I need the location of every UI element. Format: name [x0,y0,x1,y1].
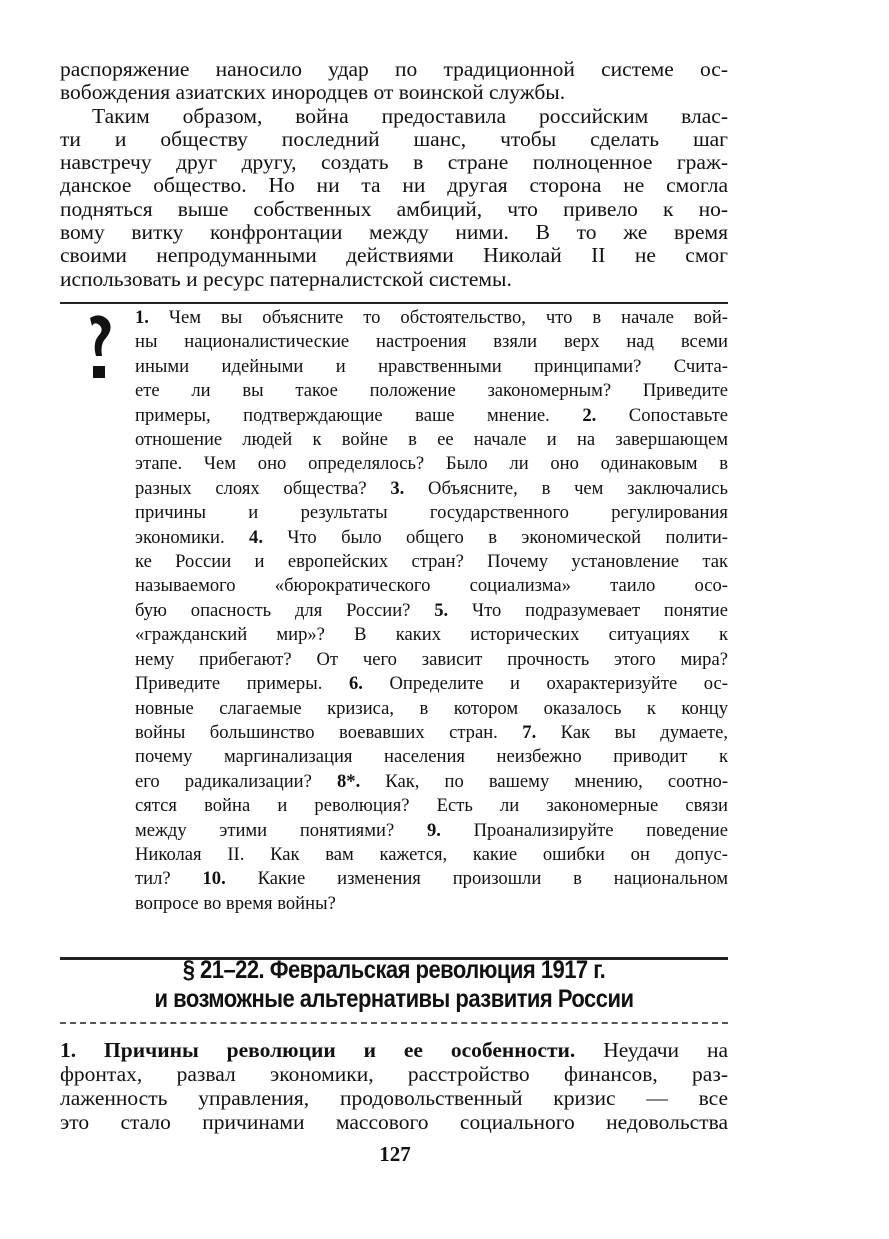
page-number: 127 [379,1142,411,1166]
question-text: иными идейными и нравственными принципами? Счита- [135,355,728,377]
question-text: экономики. [135,526,250,548]
question-line [135,648,728,672]
question-text: почему маргинализация населения неизбежно приводит к [135,746,728,768]
question-text: примеры, подтверждающие ваше мнение. [135,404,583,426]
text-line: фронтах, развал экономики, расстройство финансов, раз- [60,1062,728,1086]
question-number: 6. [348,673,363,695]
question-text: ете ли вы такое положение закономерным? Приведите [135,380,728,402]
question-line [135,477,728,501]
question-number: 9. [426,819,441,841]
question-line [135,379,728,403]
question-line [135,330,728,354]
question-text: Как, по вашему мнению, соотно- [360,770,729,792]
question-text: Проанализируйте поведение [440,819,728,841]
text-line: Неудачи на [575,1038,728,1062]
question-text: его радикализации? [135,770,337,792]
text-line: вобождения азиатских инородцев от воинской службы. [60,80,566,105]
question-text: ны националистические настроения взяли верх над всеми [135,331,728,353]
question-mark-icon [84,312,116,384]
question-line [135,843,728,867]
question-line [135,526,728,550]
question-text: этапе. Чем оно определялось? Было ли оно одинаковым в [135,453,728,475]
question-number: 8*. [336,770,361,792]
question-text: Сопоставьте [596,404,728,426]
question-text: Что было общего в экономической полити- [262,526,728,548]
question-line [135,599,728,623]
question-text: Что подразумевает понятие [448,599,728,621]
question-text: отношение людей к войне в ее начале и на завершающем [135,429,728,451]
question-line [135,697,728,721]
question-line [135,452,728,476]
question-number: 2. [582,404,597,426]
question-number: 10. [202,868,226,890]
question-line [135,428,728,452]
question-text: Какие изменения произошли в национальном [225,868,728,890]
question-number: 1. [135,307,149,328]
question-line [135,867,728,891]
question-number: 5. [434,599,449,621]
heading-bottom-rule [60,1022,728,1024]
question-text: Николая II. Как вам кажется, какие ошибки он допус- [135,843,728,865]
subsection-title: 1. Причины революции и ее особенности. [60,1038,576,1062]
text-line: распоряжение наносило удар по традиционной системе ос- [60,57,728,81]
section-heading [60,956,728,1014]
question-text: вопросе во время войны? [135,892,336,914]
question-line [135,501,728,525]
question-text: новные слагаемые кризиса, в котором оказалось к концу [135,697,728,719]
question-line [135,306,728,330]
review-questions [135,306,728,916]
question-text: сятся война и революция? Есть ли закономерные связи [135,795,728,817]
text-line: навстречу друг другу, создать в стране полноценное граж- [60,150,728,175]
text-line: лаженность управления, продовольственный кризис — все [60,1086,728,1110]
text-line: Таким образом, война предоставила российским влас- [92,103,728,128]
question-text: Объясните, в чем заключались [404,477,728,499]
question-text: войны большинство воевавших стран. [135,721,523,743]
question-text: Определите и охарактеризуйте ос- [362,673,728,695]
question-line [135,819,728,843]
question-line [135,672,728,696]
question-line [135,892,728,916]
text-line: использовать и ресурс патерналистской системы. [60,266,512,291]
section-heading-line2: и возможные альтернативы развития России [154,985,634,1013]
question-line [135,745,728,769]
divider [60,302,728,304]
question-text: причины и результаты государственного регулирования [135,502,728,524]
question-text: Приведите примеры. [135,673,349,695]
section-heading-line1: § 21–22. Февральская революция 1917 г. [182,956,606,984]
question-number: 7. [522,721,537,743]
question-line [135,721,728,745]
question-text: Чем вы объясните то обстоятельство, что в начале вой- [148,307,728,328]
text-line: это стало причинами массового социального недовольства [60,1110,728,1134]
text-line: вому витку конфронтации между ними. В то же время [60,220,728,245]
text-line: данское общество. Но ни та ни другая сторона не смогла [60,173,728,198]
question-line [135,550,728,574]
question-text: Как вы думаете, [536,721,728,743]
question-number: 4. [249,526,263,548]
text-line: подняться выше собственных амбиций, что привело к но- [60,196,728,221]
text-line: ти и обществу последний шанс, чтобы сделать шаг [60,126,728,151]
question-line [135,794,728,818]
question-text: нему прибегают? От чего зависит прочность этого мира? [135,648,728,670]
question-text: разных слоях общества? [135,477,391,499]
question-number: 3. [390,477,405,499]
section-paragraph [60,1038,728,1134]
question-text: между этими понятиями? [135,819,427,841]
question-line [135,574,728,598]
question-text: называемого «бюрократического социализма» таило осо- [135,575,728,597]
question-line [135,770,728,794]
question-text: «гражданский мир»? В каких исторических ситуациях к [135,624,728,646]
question-text: ке России и европейских стран? Почему установление так [135,551,728,573]
question-line [135,404,728,428]
question-text: бую опасность для России? [135,599,435,621]
question-text: тил? [135,868,203,890]
question-line [135,355,728,379]
body-paragraph [60,58,728,291]
text-line: своими непродуманными действиями Николай II не смог [60,243,728,268]
question-line [135,623,728,647]
